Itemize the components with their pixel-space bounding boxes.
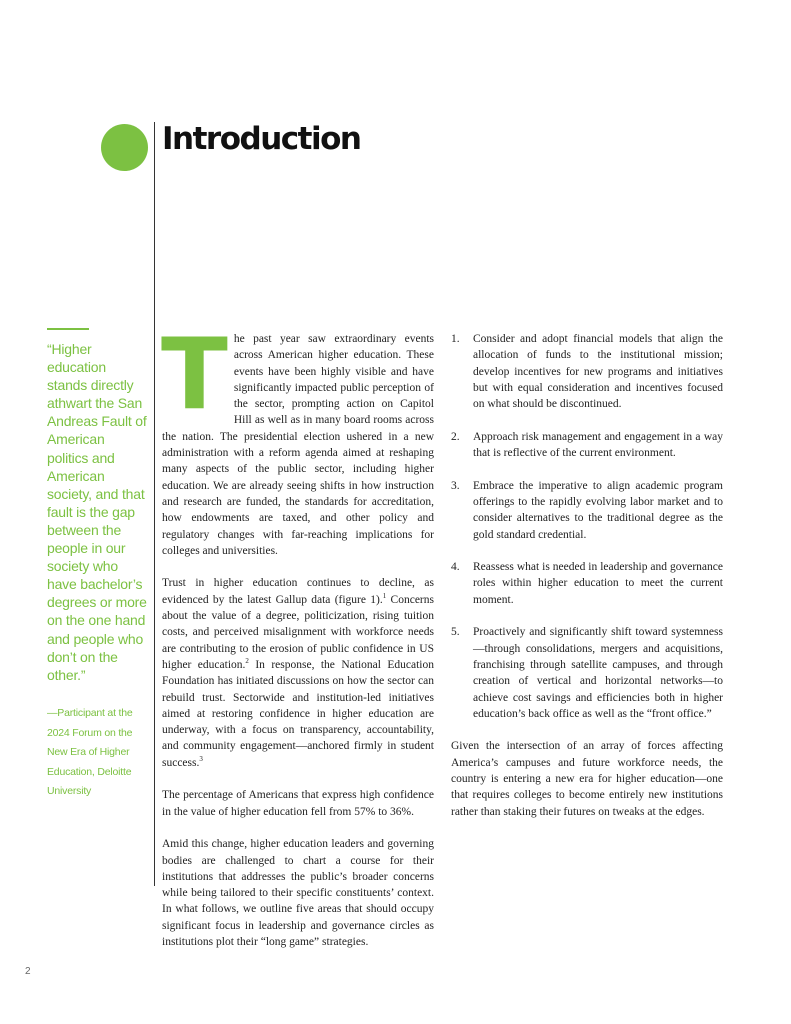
paragraph-1 [161, 318, 434, 559]
list-item-number: 1. [451, 333, 460, 345]
paragraph-1-text: he past year saw extraordinary events across American higher education. These events have been highly visible and have significantly impacted public perception of the sector, prompting action on Capitol Hill as well as in many board rooms across the nation. The presidential election ushered in a new administration with a reform agenda aimed at reshaping many aspects of the public sector, including higher education. We are already seeing shifts in how instruction and research are funded, the standards for accreditation, how endowments are taxed, and other policy and regulatory changes with far-reaching implications for colleges and universities. [162, 333, 434, 557]
list-item-number: 2. [451, 430, 460, 443]
paragraph-2 [162, 575, 434, 771]
drop-cap: T [161, 318, 228, 432]
focus-areas-list [451, 331, 723, 722]
green-circle-icon [101, 124, 148, 171]
list-item-text: Embrace the imperative to align academic program offerings to the rapidly evolving labor market and to consider alternatives to the traditional degree as the gold standard credential. [473, 479, 723, 541]
list-item [451, 331, 723, 412]
page-number: 2 [25, 966, 31, 977]
list-item-number: 5. [451, 626, 460, 639]
quote-attribution: —Participant at the 2024 Forum on the New Era of Higher Education, Deloitte University [47, 707, 133, 797]
paragraph-4 [162, 836, 434, 950]
footnote-ref: 3 [199, 754, 203, 763]
paragraph-3: The percentage of Americans that express high confidence in the value of higher education fell from 57% to 36%. [162, 789, 434, 818]
footnote-ref: 2 [245, 657, 249, 666]
list-item [451, 559, 723, 608]
paragraph-2-text-c: In response, the National Education Foundation has initiated discussions on how the sector can rebuild trust. Sectorwide and institution-led initiatives aimed at restoring confidence in higher education are underway, with a focus on transparency, accountability, and community engagement—anchored firmly in student success. [162, 658, 434, 769]
body-column-left [161, 318, 434, 967]
list-item-text: Reassess what is needed in leadership and governance roles within higher education to meet the current moment. [473, 561, 723, 606]
list-item [451, 429, 723, 462]
list-item-text: Consider and adopt financial models that align the allocation of funds to the institutional mission; develop incentives for new programs and initiatives but with equal consideration and incentives focused on what should be discontinued. [473, 333, 723, 411]
body-column-right [451, 331, 723, 836]
paragraph-4-text: Amid this change, higher education leaders and governing bodies are challenged to chart a course for their institutions that addresses the public’s broader concerns while being tailored to their specific constituents’ context. In what follows, we outline five areas that should occupy significant focus in leadership and governance circles as institutions plot their “long game” strategies. [162, 838, 434, 948]
list-item-text: Proactively and significantly shift toward systemness—through consolidations, mergers and acquisitions, franchising through satellite campuses, and through creation of vertical and horizontal networks—to achieve cost savings and efficiencies both in higher education’s back office as well as the “front office.” [473, 626, 723, 720]
pull-quote: “Higher education stands directly athwart the San Andreas Fault of American politics and American society, and that fault is the gap between the people in our society who have bachelor’s degrees or more on the one hand and people who don’t on the other.” [47, 341, 147, 683]
vertical-divider [154, 122, 155, 886]
list-item-number: 3. [451, 479, 460, 492]
list-item [451, 478, 723, 543]
quote-rule [47, 328, 89, 330]
paragraph-2-text-b: Concerns about the value of a degree, politicization, rising tuition costs, and perceived misalignment with workforce needs are contributing to the erosion of public confidence in US higher education. [162, 593, 434, 671]
list-item [451, 624, 723, 722]
paragraph-5: Given the intersection of an array of forces affecting America’s campuses and future workforce needs, the country is entering a new era for higher education—one that requires colleges to become entirely new institutions rather than staking their futures on tweaks at the edges. [451, 740, 723, 818]
page-title: Introduction [162, 121, 361, 157]
paragraph-2-text-a: Trust in higher education continues to decline, as evidenced by the latest Gallup data (figure 1). [162, 577, 434, 606]
list-item-text: Approach risk management and engagement in a way that is reflective of the current environment. [473, 430, 723, 460]
footnote-ref: 1 [382, 591, 387, 600]
list-item-number: 4. [451, 561, 460, 574]
